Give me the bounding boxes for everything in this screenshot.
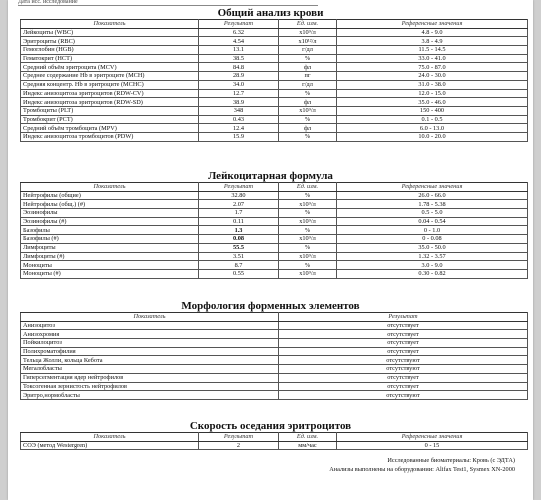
table-cell: Моноциты (#) [21, 269, 199, 278]
table-cell: % [279, 226, 337, 235]
table-row [21, 72, 528, 81]
table-cell: отсутствует [279, 330, 528, 339]
table-cell: 55.5 [199, 243, 279, 252]
table-row [21, 235, 528, 244]
table-cell: x10⁹/л [279, 252, 337, 261]
column-header: Референсные значения [337, 433, 528, 442]
table-cell: Эозинофилы (#) [21, 217, 199, 226]
table-cell: 38.9 [199, 98, 279, 107]
table-cell: 0 - 1.0 [337, 226, 528, 235]
table-cell: Мегалобласты [21, 365, 279, 374]
table-row [21, 80, 528, 89]
table-cell: Средняя концентр. Hb в эритроците (MCHC) [21, 80, 199, 89]
leukocyte-formula-title: Лейкоцитарная формула [208, 170, 333, 182]
table-cell: x10⁹/л [279, 28, 337, 37]
table-row [21, 106, 528, 115]
column-header: Результат [199, 20, 279, 29]
table-cell: 2.07 [199, 200, 279, 209]
general-blood-test-table [20, 19, 528, 142]
table-cell: % [279, 54, 337, 63]
table-cell: 10.0 - 20.0 [337, 132, 528, 141]
table-cell: 35.0 - 46.0 [337, 98, 528, 107]
cut-header-text: Дата исс. исследование [18, 0, 318, 6]
table-cell: 26.0 - 66.0 [337, 191, 528, 200]
table-cell: отсутствуют [279, 391, 528, 400]
table-cell: 6.32 [199, 28, 279, 37]
column-header: Ед. изм. [279, 183, 337, 192]
table-cell: 6.0 - 13.0 [337, 124, 528, 133]
table-cell: Индекс анизоцитоза тромбоцитов (PDW) [21, 132, 199, 141]
table-cell: Эритро,нормобласты [21, 391, 279, 400]
biomaterial-note: Исследованные биоматериалы: Кровь (с ЭДТА) [387, 457, 515, 464]
table-cell: г/дл [279, 46, 337, 55]
table-cell: Лейкоциты (WBC) [21, 28, 199, 37]
table-row [21, 252, 528, 261]
esr-table [20, 432, 528, 450]
table-row [21, 330, 528, 339]
table-cell: мм/час [279, 441, 337, 450]
table-row [21, 243, 528, 252]
table-cell: Нейтрофилы (общ.) (#) [21, 200, 199, 209]
table-cell: 13.1 [199, 46, 279, 55]
table-cell: фл [279, 124, 337, 133]
table-row [21, 356, 528, 365]
table-cell: Лимфоциты (#) [21, 252, 199, 261]
table-cell: 3.0 - 9.0 [337, 261, 528, 270]
table-cell: фл [279, 98, 337, 107]
table-row [21, 321, 528, 330]
table-row [21, 28, 528, 37]
table-cell: отсутствуют [279, 356, 528, 365]
table-cell: x10⁹/л [279, 217, 337, 226]
table-row [21, 124, 528, 133]
table-cell: 0.04 - 0.54 [337, 217, 528, 226]
table-cell: Эритроциты (RBC) [21, 37, 199, 46]
table-cell: % [279, 243, 337, 252]
column-header: Референсные значения [337, 20, 528, 29]
table-cell: 0.30 - 0.82 [337, 269, 528, 278]
table-cell: 4.54 [199, 37, 279, 46]
table-cell: фл [279, 63, 337, 72]
table-cell: 150 - 400 [337, 106, 528, 115]
table-cell: 1.7 [199, 209, 279, 218]
lab-report-sheet [8, 0, 533, 500]
table-cell: x10⁹/л [279, 200, 337, 209]
table-cell: Полихроматофилия [21, 347, 279, 356]
table-cell: Тельца Жолли, кольца Кебота [21, 356, 279, 365]
table-cell: 2 [199, 441, 279, 450]
table-row [21, 209, 528, 218]
table-cell: Анизохромия [21, 330, 279, 339]
table-cell: Токсогенная зернистость нейтрофилов [21, 382, 279, 391]
column-header: Результат [199, 433, 279, 442]
morphology-table [20, 312, 528, 400]
table-cell: 84.8 [199, 63, 279, 72]
table-cell: Эозинофилы [21, 209, 199, 218]
table-cell: Средний объём тромбоцита (MPV) [21, 124, 199, 133]
table-cell: Анизоцитоз [21, 321, 279, 330]
table-row [21, 46, 528, 55]
table-row [21, 226, 528, 235]
column-header: Ед. изм. [279, 20, 337, 29]
table-row [21, 382, 528, 391]
column-header: Показатель [21, 433, 199, 442]
right-photo-margin [533, 0, 541, 500]
table-cell: 3.51 [199, 252, 279, 261]
table-cell: x10¹²/л [279, 37, 337, 46]
table-cell: отсутствует [279, 339, 528, 348]
table-cell: отсутствует [279, 321, 528, 330]
table-cell: 0.5 - 5.0 [337, 209, 528, 218]
table-cell: 4.8 - 9.0 [337, 28, 528, 37]
table-row [21, 217, 528, 226]
column-header: Референсные значения [337, 183, 528, 192]
table-row [21, 54, 528, 63]
table-row [21, 191, 528, 200]
table-cell: Гемоглобин (HGB) [21, 46, 199, 55]
table-cell: пг [279, 72, 337, 81]
table-cell: Гиперсегментация ядер нейтрофилов [21, 373, 279, 382]
table-row [21, 115, 528, 124]
table-cell: Индекс анизоцитоза эритроцитов (RDW-CV) [21, 89, 199, 98]
table-row [21, 132, 528, 141]
table-cell: Индекс анизоцитоза эритроцитов (RDW-SD) [21, 98, 199, 107]
table-row [21, 37, 528, 46]
table-cell: отсутствует [279, 382, 528, 391]
table-cell: 0.11 [199, 217, 279, 226]
table-cell: 12.0 - 15.0 [337, 89, 528, 98]
table-cell: Тромбокрит (PCT) [21, 115, 199, 124]
column-header: Результат [279, 313, 528, 322]
table-cell: Моноциты [21, 261, 199, 270]
column-header: Показатель [21, 183, 199, 192]
table-cell: % [279, 261, 337, 270]
table-cell: Гематокрит (HCT) [21, 54, 199, 63]
table-cell: x10⁹/л [279, 269, 337, 278]
table-cell: 33.0 - 41.0 [337, 54, 528, 63]
table-cell: x10⁹/л [279, 235, 337, 244]
table-cell: Средний объём эритроцита (MCV) [21, 63, 199, 72]
table-cell: 3.8 - 4.9 [337, 37, 528, 46]
table-cell: Базофилы [21, 226, 199, 235]
table-cell: 0 - 0.08 [337, 235, 528, 244]
table-cell: 1.3 [199, 226, 279, 235]
table-cell: 35.0 - 50.0 [337, 243, 528, 252]
table-row [21, 339, 528, 348]
table-cell: 0.43 [199, 115, 279, 124]
table-cell: Нейтрофилы (общие) [21, 191, 199, 200]
table-row [21, 89, 528, 98]
table-cell: % [279, 115, 337, 124]
table-cell: % [279, 89, 337, 98]
table-cell: 0.08 [199, 235, 279, 244]
table-cell: 38.5 [199, 54, 279, 63]
table-cell: 15.9 [199, 132, 279, 141]
morphology-title: Морфология форменных элементов [181, 300, 360, 312]
table-cell: x10⁹/л [279, 106, 337, 115]
table-cell: отсутствует [279, 373, 528, 382]
table-cell: 31.0 - 38.0 [337, 80, 528, 89]
general-blood-test-title: Общий анализ крови [217, 7, 324, 19]
table-cell: Лимфоциты [21, 243, 199, 252]
table-row [21, 347, 528, 356]
table-cell: 34.0 [199, 80, 279, 89]
column-header: Показатель [21, 20, 199, 29]
table-cell: отсутствуют [279, 365, 528, 374]
table-cell: 348 [199, 106, 279, 115]
table-row [21, 365, 528, 374]
table-cell: % [279, 191, 337, 200]
table-row [21, 63, 528, 72]
column-header: Показатель [21, 313, 279, 322]
table-row [21, 261, 528, 270]
column-header: Ед. изм. [279, 433, 337, 442]
table-cell: 0 - 15 [337, 441, 528, 450]
table-cell: Среднее содержание Hb в эритроците (MCH) [21, 72, 199, 81]
table-cell: 12.4 [199, 124, 279, 133]
table-cell: 11.5 - 14.5 [337, 46, 528, 55]
equipment-note: Анализы выполнены на оборудовании: Alifax Test1, Sysmex XN-2000 [329, 466, 515, 473]
table-row [21, 98, 528, 107]
table-cell: г/дл [279, 80, 337, 89]
table-row [21, 200, 528, 209]
table-cell: 24.0 - 30.0 [337, 72, 528, 81]
table-cell: 12.7 [199, 89, 279, 98]
table-row [21, 391, 528, 400]
column-header: Результат [199, 183, 279, 192]
table-row [21, 441, 528, 450]
table-cell: 75.0 - 87.0 [337, 63, 528, 72]
table-cell: % [279, 209, 337, 218]
table-row [21, 269, 528, 278]
table-cell: 0.55 [199, 269, 279, 278]
table-cell: 0.1 - 0.5 [337, 115, 528, 124]
table-row [21, 373, 528, 382]
table-cell: Тромбоциты (PLT) [21, 106, 199, 115]
table-cell: Базофилы (#) [21, 235, 199, 244]
table-cell: Пойкилоцитоз [21, 339, 279, 348]
table-cell: отсутствует [279, 347, 528, 356]
esr-title: Скорость оседания эритроцитов [189, 420, 352, 432]
table-cell: 1.78 - 5.38 [337, 200, 528, 209]
leukocyte-formula-table [20, 182, 528, 279]
table-cell: % [279, 132, 337, 141]
left-photo-margin [0, 0, 8, 500]
table-cell: 28.9 [199, 72, 279, 81]
table-cell: 8.7 [199, 261, 279, 270]
table-cell: 1.32 - 3.57 [337, 252, 528, 261]
table-cell: СОЭ (метод Westergren) [21, 441, 199, 450]
table-cell: 32.80 [199, 191, 279, 200]
